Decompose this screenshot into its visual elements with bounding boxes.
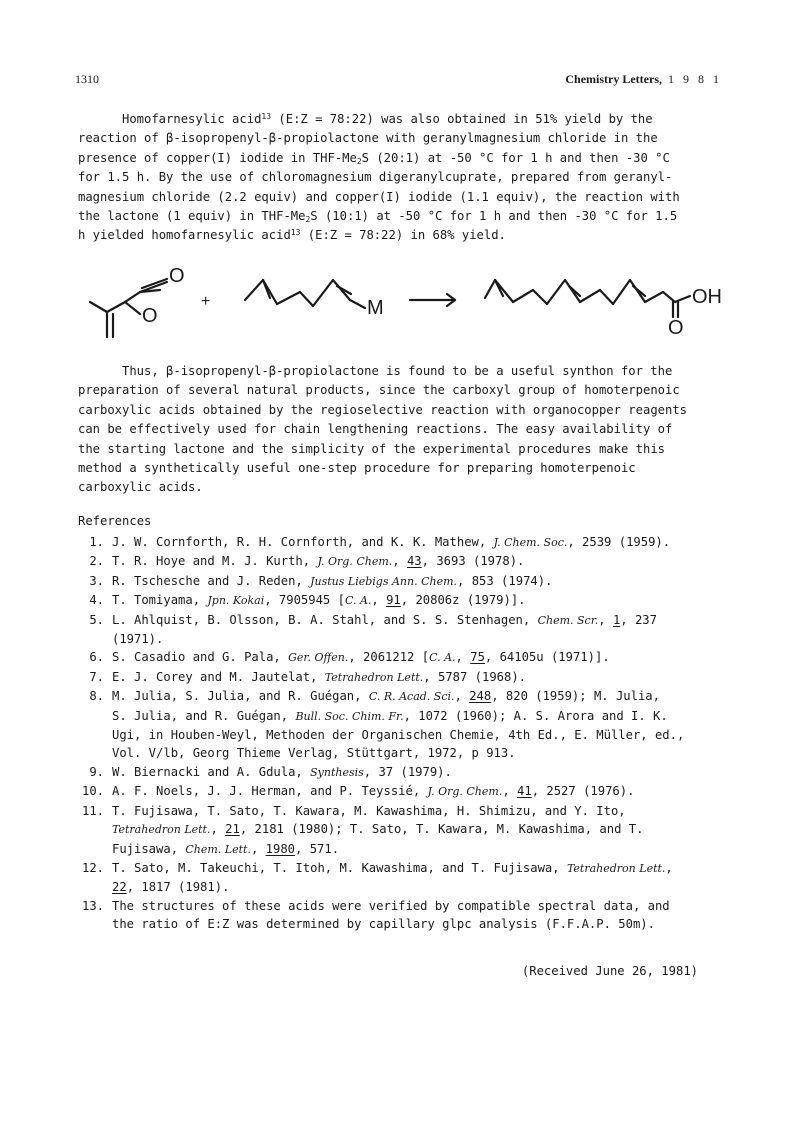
- homoterpenoic-acid-structure: [485, 280, 690, 317]
- text-run: , 2061212 [: [348, 650, 430, 665]
- reference-number: 6.: [89, 650, 104, 665]
- page-number: 1310: [75, 72, 99, 86]
- text-run: ,: [250, 841, 266, 856]
- journal-title: Chem. Scr.: [537, 613, 599, 627]
- journal-title: J. Org. Chem.: [427, 785, 503, 799]
- volume: 75: [470, 650, 485, 665]
- text-run: T. Tomiyama,: [112, 593, 208, 608]
- text-run: R. Tschesche and J. Reden,: [112, 573, 311, 588]
- text-run: , 237: [620, 612, 657, 627]
- text-run: , 2527 (1976).: [531, 784, 635, 799]
- text-run: , 2539 (1959).: [567, 535, 671, 549]
- text-run: E. J. Corey and M. Jautelat,: [112, 669, 325, 684]
- text-run: L. Ahlquist, B. Olsson, B. A. Stahl, and S. S. Stenhagen,: [112, 612, 538, 627]
- journal-title: J. Chem. Soc.: [493, 536, 568, 549]
- text-run: reaction of β-isopropenyl-β-propiolactone with geranylmagnesium chloride in the: [78, 131, 658, 146]
- reference-number: 3.: [89, 573, 104, 588]
- reference-number: 13.: [81, 898, 104, 913]
- volume: 41: [517, 784, 532, 799]
- reference-number: 9.: [89, 764, 104, 779]
- journal-title: C. A.: [344, 594, 372, 608]
- reference-number: 11.: [81, 803, 104, 818]
- journal-title: Chem. Lett.: [185, 842, 251, 856]
- reference-item: [70, 668, 720, 687]
- text-run: S (20:1) at -50 °C for 1 h and then -30 °C: [361, 150, 670, 165]
- reference-item: [70, 763, 720, 782]
- journal-title: Synthesis: [310, 765, 364, 779]
- text-run: ,: [665, 860, 673, 875]
- reference-item: [70, 859, 720, 897]
- journal-title: C. A.: [429, 651, 456, 665]
- volume: 22: [112, 880, 127, 895]
- text-run: Homofarnesylic acid: [122, 112, 262, 126]
- reference-number: 12.: [81, 860, 104, 875]
- acid-hydroxyl-label: OH: [692, 286, 722, 308]
- text-run: , 853 (1974).: [457, 573, 553, 588]
- journal-title: Tetrahedron Lett.: [566, 861, 666, 875]
- text-run: , 3693 (1978).: [421, 554, 525, 569]
- text-run: ,: [455, 650, 471, 665]
- reference-number: 5.: [89, 612, 104, 627]
- text-run: , 5787 (1968).: [423, 669, 527, 684]
- text-run: magnesium chloride (2.2 equiv) and copper(I) iodide (1.1 equiv), the reaction with: [78, 189, 680, 204]
- text-run: (E:Z = 78:22) in 68% yield.: [300, 228, 506, 243]
- received-date: (Received June 26, 1981): [521, 964, 698, 978]
- text-run: carboxylic acids.: [78, 480, 203, 495]
- citation-superscript: 13: [261, 112, 272, 121]
- journal-header: [565, 72, 722, 87]
- journal-year: 1 9 8 1: [668, 72, 722, 86]
- text-run: preparation of several natural products, since the carboxyl group of homoterpenoic: [78, 383, 680, 398]
- journal-title: Tetrahedron Lett.: [112, 823, 211, 837]
- reference-number: 10.: [81, 784, 104, 799]
- plus-sign: +: [201, 293, 211, 310]
- reference-number: 4.: [89, 593, 104, 608]
- volume: 43: [406, 554, 422, 569]
- text-run: , 571.: [295, 841, 340, 856]
- reference-item: [70, 648, 720, 667]
- metal-label: M: [367, 297, 384, 319]
- citation-superscript: 13: [290, 228, 301, 238]
- text-run: the ratio of E:Z was determined by capillary glpc analysis (F.F.A.P. 50m).: [112, 917, 655, 932]
- text-run: , 64105u (1971)].: [484, 650, 610, 665]
- journal-title: Bull. Soc. Chim. Fr.: [295, 709, 404, 723]
- reference-item: [70, 611, 720, 649]
- text-run: ,: [502, 784, 518, 799]
- text-run: ,: [392, 554, 407, 569]
- reference-item: [70, 572, 720, 591]
- reference-item: [70, 897, 720, 934]
- reference-item: [70, 687, 720, 763]
- paragraph-homofarnesylic: [78, 110, 718, 246]
- journal-name: Chemistry Letters,: [565, 72, 662, 86]
- journal-title: Tetrahedron Lett.: [324, 670, 424, 684]
- text-run: (E:Z = 78:22) was also obtained in 51% yield by the: [271, 112, 653, 126]
- reference-item: [70, 552, 720, 571]
- reference-number: 8.: [89, 689, 104, 704]
- journal-title: Justus Liebigs Ann. Chem.: [310, 574, 458, 588]
- text-run: Thus, β-isopropenyl-β-propiolactone is found to be a useful synthon for the: [122, 364, 673, 378]
- reaction-scheme: [85, 262, 725, 342]
- text-run: T. Sato, M. Takeuchi, T. Itoh, M. Kawashima, and T. Fujisawa,: [112, 860, 567, 875]
- lactone-ring-oxygen-label: O: [142, 305, 158, 327]
- text-run: Fujisawa,: [112, 841, 186, 856]
- text-run: M. Julia, S. Julia, and R. Guégan,: [112, 689, 369, 704]
- lactone-carbonyl-label: O: [169, 265, 185, 287]
- text-run: , 820 (1959); M. Julia,: [491, 689, 660, 704]
- reaction-arrow: [410, 294, 455, 306]
- text-run: carboxylic acids obtained by the regioselective reaction with organocopper reagents: [78, 402, 688, 417]
- text-run: ,: [210, 822, 226, 837]
- volume: 91: [386, 593, 401, 608]
- volume: 248: [469, 689, 492, 704]
- geranyl-metal-structure: [245, 280, 365, 308]
- subscript: 2: [356, 156, 362, 166]
- text-run: (1971).: [112, 632, 164, 647]
- text-run: , 2181 (1980); T. Sato, T. Kawara, M. Kawashima, and T.: [239, 822, 644, 837]
- reference-number: 1.: [89, 535, 104, 549]
- text-run: ,: [371, 593, 387, 608]
- text-run: ,: [598, 612, 613, 627]
- text-run: the starting lactone and the simplicity of the experimental procedures make this: [78, 441, 665, 456]
- text-run: , 37 (1979).: [363, 764, 452, 779]
- text-run: , 7905945 [: [264, 593, 345, 608]
- references-heading: References: [78, 514, 152, 528]
- text-run: h yielded homofarnesylic acid: [78, 228, 291, 243]
- reference-item: [70, 782, 720, 801]
- text-run: the lactone (1 equiv) in THF-Me: [78, 209, 306, 224]
- reference-item: [70, 591, 720, 610]
- text-run: method a synthetically useful one-step procedure for preparing homoterpenoic: [78, 461, 636, 476]
- reference-item: [70, 802, 720, 859]
- volume: 1980: [265, 841, 296, 856]
- text-run: Ugi, in Houben-Weyl, Methoden der Organischen Chemie, 4th Ed., E. Müller, ed.,: [112, 728, 685, 743]
- text-run: The structures of these acids were verified by compatible spectral data, and: [112, 898, 670, 913]
- paragraph-conclusion: [78, 362, 718, 498]
- journal-title: C. R. Acad. Sci.: [368, 690, 455, 704]
- journal-title: Ger. Offen.: [288, 651, 349, 665]
- text-run: S (10:1) at -50 °C for 1 h and then -30 °C for 1.5: [310, 209, 678, 224]
- text-run: A. F. Noels, J. J. Herman, and P. Teyssié,: [112, 784, 428, 799]
- text-run: Vol. V/lb, Georg Thieme Verlag, Stüttgart, 1972, p 913.: [112, 746, 516, 761]
- text-run: J. W. Cornforth, R. H. Cornforth, and K. K. Mathew,: [112, 535, 494, 549]
- text-run: for 1.5 h. By the use of chloromagnesium digeranylcuprate, prepared from geranyl-: [78, 170, 673, 185]
- text-run: , 1817 (1981).: [126, 880, 230, 895]
- volume: 1: [612, 612, 621, 627]
- reference-list: [70, 533, 720, 934]
- text-run: T. R. Hoye and M. J. Kurth,: [112, 554, 318, 569]
- journal-title: J. Org. Chem.: [317, 555, 393, 569]
- reference-item: [70, 533, 720, 552]
- text-run: , 1072 (1960); A. S. Arora and I. K.: [403, 708, 668, 723]
- text-run: can be effectively used for chain lengthening reactions. The easy availability of: [78, 422, 673, 437]
- reference-number: 2.: [89, 554, 104, 569]
- text-run: W. Biernacki and A. Gdula,: [112, 764, 311, 779]
- volume: 21: [225, 822, 240, 837]
- text-run: S. Casadio and G. Pala,: [112, 650, 289, 665]
- text-run: presence of copper(I) iodide in THF-Me: [78, 150, 357, 165]
- text-run: , 20806z (1979)].: [400, 593, 526, 608]
- text-run: S. Julia, and R. Guégan,: [112, 708, 296, 723]
- reference-number: 7.: [89, 669, 104, 684]
- journal-title: Jpn. Kokai: [207, 594, 265, 608]
- text-run: T. Fujisawa, T. Sato, T. Kawara, M. Kawashima, H. Shimizu, and Y. Ito,: [112, 803, 626, 818]
- acid-carbonyl-label: O: [668, 317, 684, 339]
- subscript: 2: [305, 215, 311, 225]
- text-run: ,: [454, 689, 470, 704]
